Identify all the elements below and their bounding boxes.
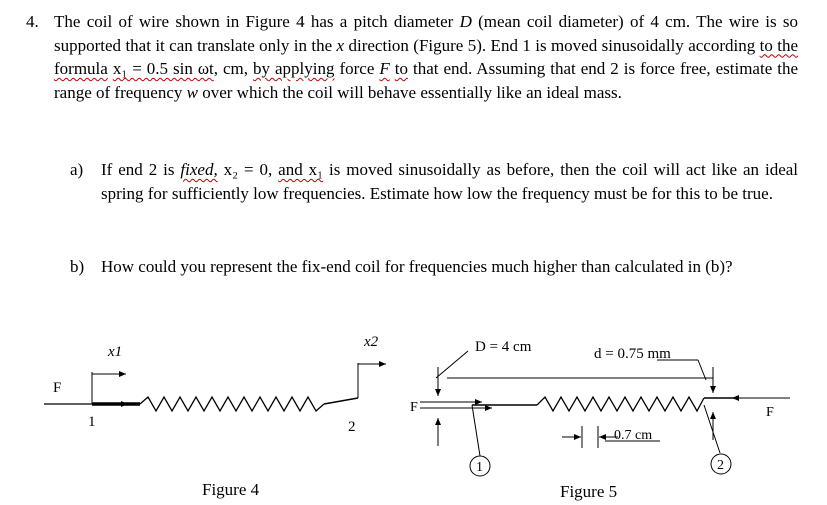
coil-spring-fig5 bbox=[537, 397, 704, 411]
x1-label: x1 bbox=[108, 344, 123, 360]
symbol-F: F bbox=[379, 59, 390, 78]
end1-leader bbox=[472, 405, 480, 456]
wire-diameter-leader bbox=[698, 360, 706, 380]
end1-label-fig4: 1 bbox=[88, 414, 96, 430]
part-a-text-2: x₂ = 0, bbox=[217, 160, 279, 179]
x2-label: x2 bbox=[364, 334, 379, 350]
problem-text-5: force bbox=[334, 59, 380, 78]
end2-leader bbox=[704, 405, 720, 453]
figure-5-caption: Figure 5 bbox=[560, 482, 618, 501]
diameter-label: D = 4 cm bbox=[475, 339, 532, 355]
part-a-text-3: is moved sinusoidally as before, then the coil will act like an ideal spring for sufficiently low frequencies. Estimate how low the frequency must be for this to be true. bbox=[101, 160, 799, 203]
end2-rod-fig4 bbox=[324, 398, 358, 404]
and-x1: and x₁ bbox=[278, 160, 324, 179]
F-right-label-fig5: F bbox=[766, 405, 774, 420]
figure-5 bbox=[410, 339, 790, 476]
problem-text-4: , cm, bbox=[213, 59, 254, 78]
word-to: to bbox=[394, 59, 408, 78]
end1-label-fig5: 1 bbox=[476, 460, 483, 475]
problem-text-2: (mean coil diameter) of 4 cm. The wire is so supported that it can translate only in the bbox=[54, 12, 798, 55]
pitch-label: 0.7 cm bbox=[614, 428, 653, 443]
wire-diameter-label: d = 0.75 mm bbox=[594, 346, 671, 362]
word-fixed: fixed, bbox=[180, 160, 218, 179]
to-the-formula: to the formula bbox=[54, 35, 798, 78]
part-a-text-1: If end 2 is bbox=[101, 160, 181, 179]
symbol-w: w bbox=[186, 82, 198, 102]
formula: x₁ = 0.5 sin ωt bbox=[112, 59, 214, 78]
problem-number: 4. bbox=[26, 12, 39, 31]
diameter-leader bbox=[436, 351, 468, 378]
end2-label-fig4: 2 bbox=[348, 419, 356, 435]
figure-4 bbox=[44, 334, 386, 435]
part-b-text: How could you represent the fix-end coil for frequencies much higher than calculated in (b)? bbox=[101, 257, 733, 276]
figure-4-caption: Figure 4 bbox=[202, 480, 260, 499]
problem-text-7: that end. Assuming that end 2 is force free, estimate the range of frequency bbox=[54, 59, 798, 102]
end2-label-fig5: 2 bbox=[717, 458, 724, 473]
symbol-x: x bbox=[336, 35, 345, 55]
F-left-label-fig5: F bbox=[410, 400, 418, 415]
part-a-label: a) bbox=[70, 160, 84, 179]
part-b-label: b) bbox=[70, 257, 85, 276]
coil-spring-fig4 bbox=[140, 397, 324, 411]
by-applying: by applying bbox=[253, 59, 335, 78]
problem-text-3: direction (Figure 5). End 1 is moved sinusoidally according bbox=[344, 35, 760, 55]
problem-text-1: The coil of wire shown in Figure 4 has a pitch diameter bbox=[54, 12, 460, 31]
symbol-D: D bbox=[459, 12, 472, 31]
F-label-fig4: F bbox=[53, 380, 62, 396]
problem-text-8: over which the coil will behave essentially like an ideal mass. bbox=[197, 82, 622, 102]
